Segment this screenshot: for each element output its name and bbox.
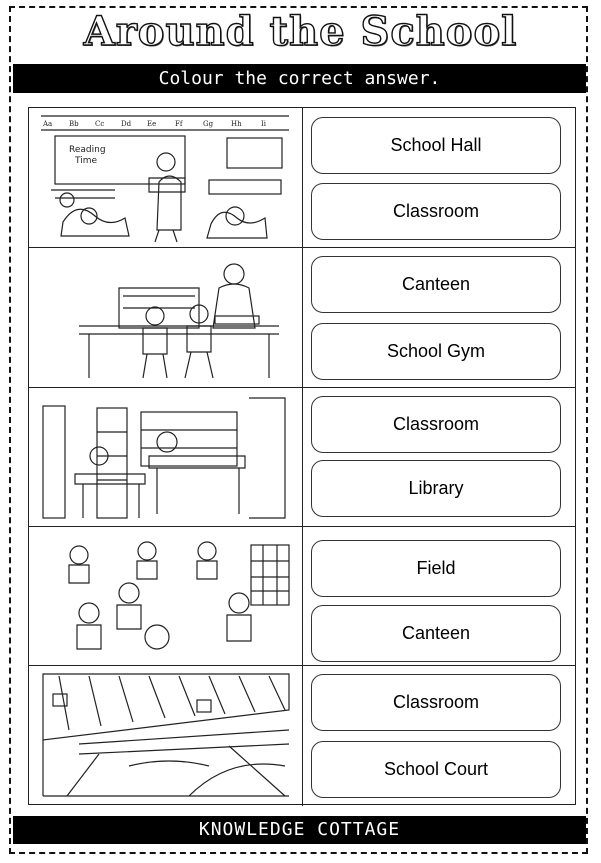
alphabet-letter: Ff	[175, 120, 183, 128]
board-text-line-2: Time	[75, 156, 98, 166]
worksheet-grid	[28, 107, 576, 805]
alphabet-letter: Ee	[147, 120, 157, 128]
alphabet-letter: Dd	[121, 120, 132, 128]
alphabet-letter: Cc	[95, 120, 105, 128]
question-row-5	[29, 666, 575, 806]
answer-option[interactable]: Library	[311, 460, 561, 517]
board-text-line-1: Reading	[69, 145, 106, 155]
canteen-icon	[39, 252, 291, 384]
answer-option[interactable]: Field	[311, 540, 561, 597]
field-icon	[39, 531, 291, 661]
picture-cell	[29, 248, 303, 387]
alphabet-letter: Bb	[69, 120, 79, 128]
alphabet-letter: Gg	[203, 120, 214, 128]
answer-option[interactable]: School Hall	[311, 117, 561, 174]
answer-option[interactable]: Canteen	[311, 605, 561, 662]
answer-option[interactable]: School Gym	[311, 323, 561, 380]
alphabet-letter: Aa	[43, 120, 53, 128]
answer-option[interactable]: Classroom	[311, 674, 561, 731]
picture-cell	[29, 527, 303, 665]
question-row-4	[29, 527, 575, 666]
picture-cell	[29, 388, 303, 526]
footer-banner: KNOWLEDGE COTTAGE	[13, 816, 586, 844]
answer-option[interactable]: Canteen	[311, 256, 561, 313]
question-row-1	[29, 108, 575, 248]
answer-option[interactable]: Classroom	[311, 396, 561, 453]
page-title: Around the School	[83, 8, 518, 55]
alphabet-letter: Hh	[231, 120, 242, 128]
instruction-banner: Colour the correct answer.	[13, 64, 586, 93]
answer-option[interactable]: School Court	[311, 741, 561, 798]
answer-option[interactable]: Classroom	[311, 183, 561, 240]
picture-cell	[29, 666, 303, 806]
school-court-icon	[39, 670, 291, 802]
picture-cell	[29, 108, 303, 247]
library-icon	[39, 392, 291, 522]
alphabet-letter: Ii	[261, 120, 267, 128]
question-row-2	[29, 248, 575, 388]
classroom-reading-icon	[39, 112, 291, 244]
question-row-3	[29, 388, 575, 527]
